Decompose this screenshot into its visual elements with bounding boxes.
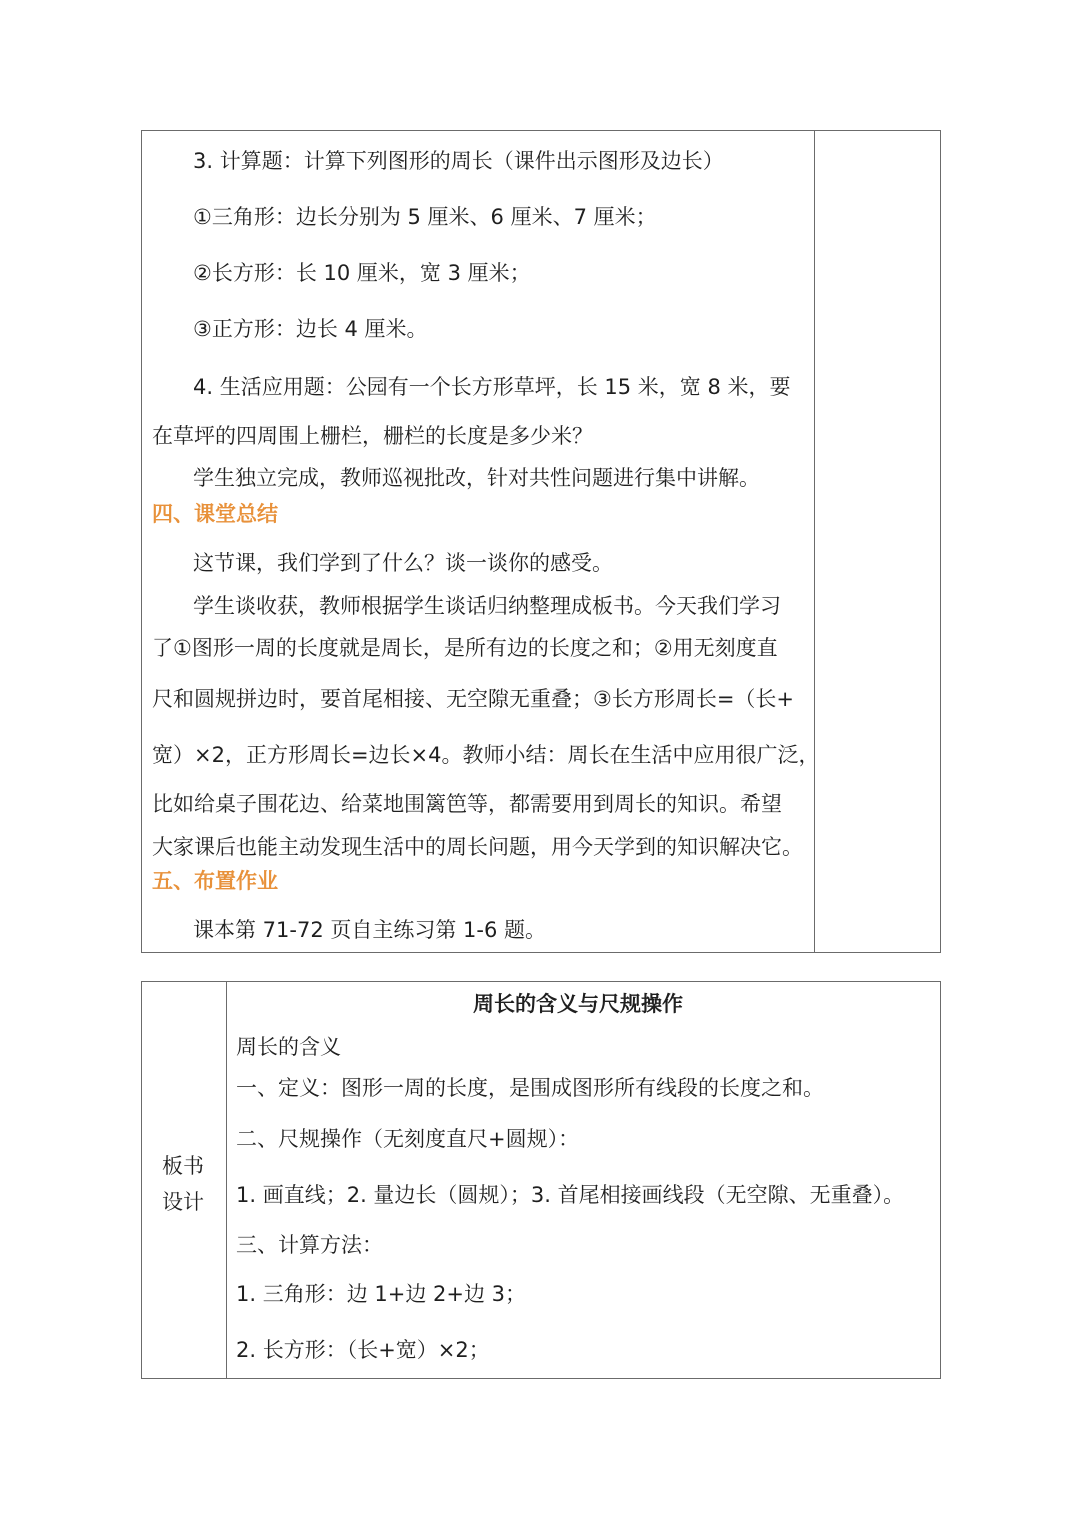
triangle-formula: 1. 三角形：边 1+边 2+边 3； bbox=[236, 1282, 527, 1306]
application-question-cont: 在草坪的四周围上栅栏，栅栏的长度是多少米？ bbox=[152, 424, 593, 448]
summary-line-5: 比如给桌子围花边、给菜地围篱笆等，都需要用到周长的知识。希望 bbox=[152, 792, 782, 816]
table-column-divider bbox=[226, 981, 227, 1379]
summary-line-6: 大家课后也能主动发现生活中的周长问题，用今天学到的知识解决它。 bbox=[152, 835, 803, 859]
board-title: 周长的含义与尺规操作 bbox=[473, 992, 683, 1016]
calc-question: 3. 计算题：计算下列图形的周长（课件出示图形及边长） bbox=[193, 149, 724, 173]
summary-line-4: 宽）×2，正方形周长=边长×4。教师小结：周长在生活中应用很广泛， bbox=[152, 743, 820, 767]
independent-work-text: 学生独立完成，教师巡视批改，针对共性问题进行集中讲解。 bbox=[193, 466, 760, 490]
application-question: 4. 生活应用题：公园有一个长方形草坪，长 15 米，宽 8 米，要 bbox=[193, 375, 791, 399]
table-column-divider bbox=[814, 130, 815, 953]
rectangle-formula: 2. 长方形：（长+宽）×2； bbox=[236, 1338, 490, 1362]
summary-line-2: 了①图形一周的长度就是周长，是所有边的长度之和；②用无刻度直 bbox=[152, 636, 778, 660]
calc-method-heading: 三、计算方法： bbox=[236, 1233, 383, 1257]
rectangle-item: ②长方形：长 10 厘米，宽 3 厘米； bbox=[193, 261, 531, 285]
lesson-process-table bbox=[141, 130, 941, 953]
square-item: ③正方形：边长 4 厘米。 bbox=[193, 317, 428, 341]
definition-line: 一、定义：图形一周的长度，是围成图形所有线段的长度之和。 bbox=[236, 1076, 824, 1100]
summary-question: 这节课，我们学到了什么？谈一谈你的感受。 bbox=[193, 551, 613, 575]
board-subtitle: 周长的含义 bbox=[236, 1035, 341, 1059]
ruler-compass-steps: 1. 画直线；2. 量边长（圆规）；3. 首尾相接画线段（无空隙、无重叠）。 bbox=[236, 1183, 905, 1207]
triangle-item: ①三角形：边长分别为 5 厘米、6 厘米、7 厘米； bbox=[193, 205, 657, 229]
ruler-compass-heading: 二、尺规操作（无刻度直尺+圆规）： bbox=[236, 1127, 580, 1151]
homework-text: 课本第 71-72 页自主练习第 1-6 题。 bbox=[193, 918, 547, 942]
board-design-label-line-2: 设计 bbox=[162, 1190, 204, 1214]
section-homework-heading: 五、布置作业 bbox=[152, 869, 278, 893]
section-summary-heading: 四、课堂总结 bbox=[152, 502, 278, 526]
board-design-label-line-1: 板书 bbox=[162, 1154, 204, 1178]
summary-line-3: 尺和圆规拼边时，要首尾相接、无空隙无重叠；③长方形周长=（长+ bbox=[152, 687, 795, 711]
summary-line-1: 学生谈收获，教师根据学生谈话归纳整理成板书。今天我们学习 bbox=[193, 594, 781, 618]
